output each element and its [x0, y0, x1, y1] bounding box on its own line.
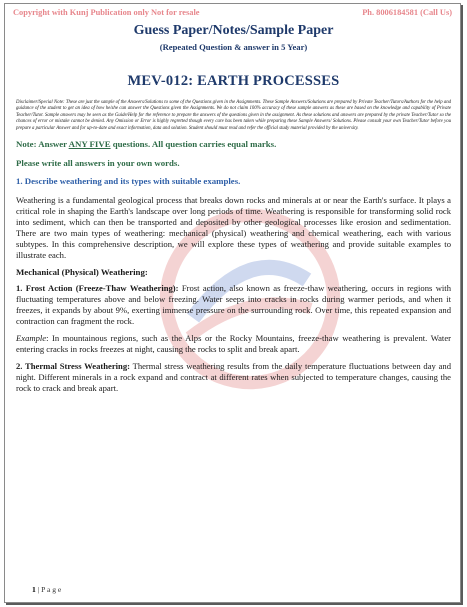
frost-action-label: 1. Frost Action (Freeze-Thaw Weathering): [16, 283, 179, 294]
disclaimer-text: Disclaimer/Special Note: These are just the sample of the Answers/Solutions to some of the Questions given in the Assignments. These Sample Answers/Solutions are prepared by Private Teacher/Tutors/Authors for the help and guidance of the student to get an idea of how he/she can answer the Questions given the Assignments. We do not claim 100% accuracy of these sample answers as these are based on the knowledge and capability of Private Teacher/Tutor. Sample answers may be seen as the Guide/Help for the reference to prepare the answers of the questions given in the assignment. As these solutions and answers are prepared by the private Teacher/Tutor so the chances of error or mistake cannot be denied. Any Omission or Error is highly regretted though every care has been taken while preparing these Sample Answers/ Solutions. Please consult your own Teacher/Tutor before you prepare a particular Answer and for up-to-date and exact information, data and solution. Student should must read and refer the official study material provided by the university. [16, 100, 451, 131]
page-label: P a g e [41, 585, 62, 594]
thermal-stress-paragraph [16, 361, 451, 394]
frost-action-text: Frost action, also known as freeze-thaw weathering, occurs in regions with fluctuating temperatures above and below freezing. Water seeps into cracks in rocks during warmer periods, and when it freezes, it expands by about 9%, exerting immense pressure on the surrounding rock. Over time, this repeated expansion and contraction can fragment the rock. [16, 283, 451, 327]
example-label: Example [16, 333, 47, 344]
document-subtitle: (Repeated Question & answer in 5 Year) [159, 42, 308, 52]
instruction-note-2: Please write all answers in your own words. [16, 158, 180, 169]
section-heading-mechanical: Mechanical (Physical) Weathering: [16, 267, 148, 278]
contact-phone: Ph. 8006184581 (Call Us) [362, 8, 452, 17]
frost-action-paragraph [16, 283, 451, 327]
intro-paragraph: Weathering is a fundamental geological process that breaks down rocks and minerals at or near the Earth's surface. It plays a critical role in shaping the Earth's landscape over long periods of time. Weathering is responsible for transforming solid rock into sediment, which can then be transported and deposited by other geological processes like erosion and sedimentation. There are two main types of weathering: mechanical (physical) weathering and chemical weathering, each with various subtypes. In this comprehensive description, we will explore these types of weathering and provide suitable examples to illustrate each. [16, 195, 451, 261]
thermal-stress-text: Thermal stress weathering results from the daily temperature fluctuations between day and night. Different minerals in a rock expand and contract at different rates when subjected to temperature changes, causing the rock to crack and break apart. [16, 361, 451, 394]
page-footer: 1 | P a g e [32, 585, 62, 594]
course-title: MEV-012: EARTH PROCESSES [127, 73, 340, 89]
instruction-note [16, 139, 451, 149]
note-suffix: questions. All question carries equal marks. [110, 139, 277, 150]
thermal-stress-label: 2. Thermal Stress Weathering: [16, 361, 130, 372]
example-text: : In mountainous regions, such as the Alps or the Rocky Mountains, freeze-thaw weathering is prevalent. Water entering cracks in rocks freezes at night, causing the rocks to split and break apart. [16, 333, 451, 355]
note-prefix: Note: Answer [16, 139, 69, 150]
page-number: 1 [32, 585, 36, 594]
question-heading: 1. Describe weathering and its types with suitable examples. [16, 176, 241, 187]
document-title: Guess Paper/Notes/Sample Paper [133, 23, 334, 38]
document-page [4, 3, 461, 603]
example-paragraph [16, 333, 451, 355]
header-bar [5, 4, 460, 17]
copyright-notice: Copyright with Kunj Publication only Not for resale [13, 8, 200, 17]
note-emphasis: ANY FIVE [68, 139, 111, 150]
